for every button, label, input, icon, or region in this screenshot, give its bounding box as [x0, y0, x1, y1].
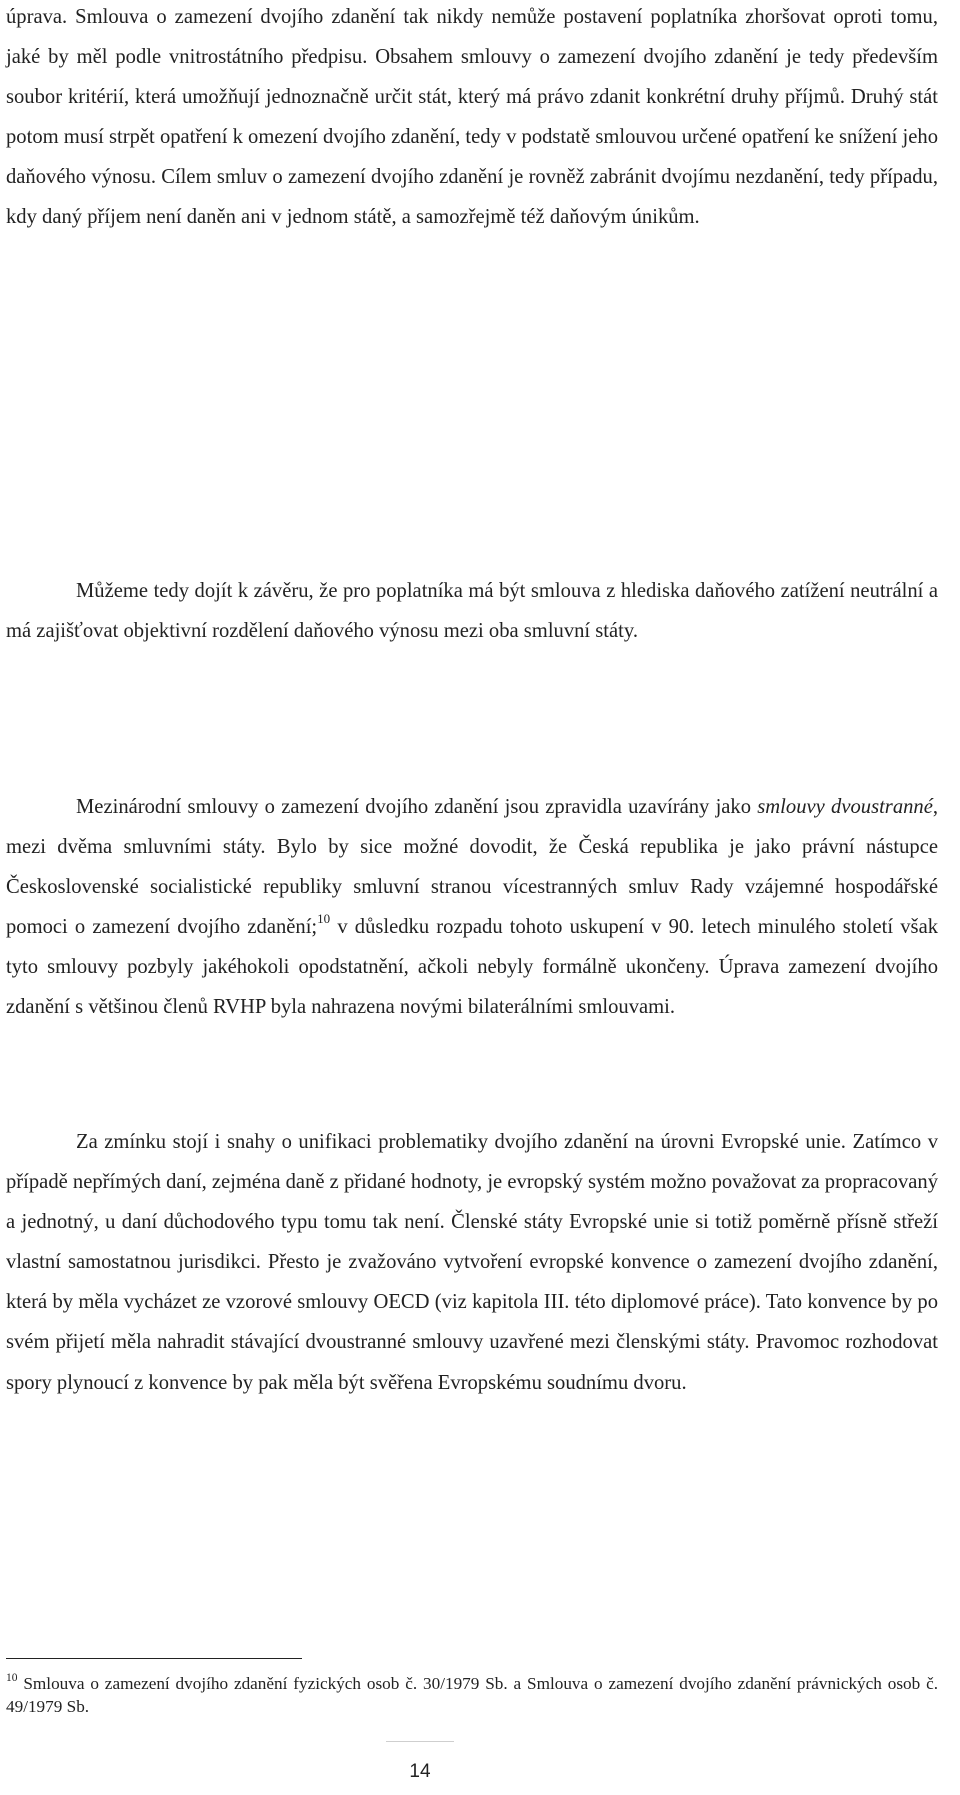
paragraph-smlouva-neutralita: úprava. Smlouva o zamezení dvojího zdanění tak nikdy nemůže postavení poplatníka zhoršovat oproti tomu, jaké by měl podle vnitrostátního předpisu. Obsahem smlouvy o zamezení dvojího zdanění je tedy především soubor kritérií, která umožňují jednoznačně určit stát, který má právo zdanit konkrétní druhy příjmů. Druhý stát potom musí strpět opatření k omezení dvojího zdanění, tedy v podstatě smlouvou určené opatření ke snížení jeho daňového výnosu. Cílem smluv o zamezení dvojího zdanění je rovněž zabránit dvojímu nezdanění, tedy případu, kdy daný příjem není daněn ani v jednom státě, a samozřejmě též daňovým únikům. [6, 6, 938, 229]
page-number: 14 [409, 1761, 431, 1782]
footnote-number: 10 [6, 1672, 18, 1685]
italic-term: smlouvy dvoustranné [757, 796, 933, 818]
footnote-text: Smlouva o zamezení dvojího zdanění fyzických osob č. 30/1979 Sb. a Smlouva o zamezení dvojího zdanění právnických osob č. 49/1979 Sb. [6, 1674, 938, 1716]
paragraph-text-segment: Mezinárodní smlouvy o zamezení dvojího zdanění jsou zpravidla uzavírány jako [76, 796, 758, 818]
page-number-rule [386, 1741, 454, 1742]
footnote-separator [6, 1658, 302, 1659]
paragraph-zaver-neutralita: Můžeme tedy dojít k závěru, že pro poplatníka má být smlouva z hlediska daňového zatížení neutrální a má zajišťovat objektivní rozdělení daňového výnosu mezi oba smluvní státy. [6, 580, 938, 643]
paragraph-dvoustranne-smlouvy [6, 787, 938, 1028]
paragraph-text-segment: , mezi dvěma smluvními státy. Bylo by sice možné dovodit, že Česká republika je jako právní nástupce Československé socialistické republiky smluvní stranou vícestranných smluv Rady vzájemné hospodářské pomoci o zamezení dvojího zdanění; [6, 796, 939, 939]
footnote-reference[interactable]: 10 [317, 911, 331, 927]
footnote [6, 1672, 938, 1718]
paragraph-evropska-unie: Za zmínku stojí i snahy o unifikaci problematiky dvojího zdanění na úrovni Evropské unie. Zatímco v případě nepřímých daní, zejména daně z přidané hodnoty, je evropský systém možno považovat za propracovaný a jednotný, u daní důchodového typu tomu tak není. Členské státy Evropské unie si totiž poměrně přísně střeží vlastní samostatnou jurisdikci. Přesto je zvažováno vytvoření evropské konvence o zamezení dvojího zdanění, která by měla vycházet ze vzorové smlouvy OECD (viz kapitola III. této diplomové práce). Tato konvence by po svém přijetí měla nahradit stávající dvoustranné smlouvy uzavřené mezi členskými státy. Pravomoc rozhodovat spory plynoucí z konvence by pak měla být svěřena Evropskému soudnímu dvoru. [6, 1131, 938, 1394]
paragraph-text-segment: v důsledku rozpadu tohoto uskupení v 90. letech minulého století však tyto smlouvy pozbyly jakéhokoli opodstatnění, ačkoli nebyly formálně ukončeny. Úprava zamezení dvojího zdanění s většinou členů RVHP byla nahrazena novými bilaterálními smlouvami. [6, 916, 939, 1019]
